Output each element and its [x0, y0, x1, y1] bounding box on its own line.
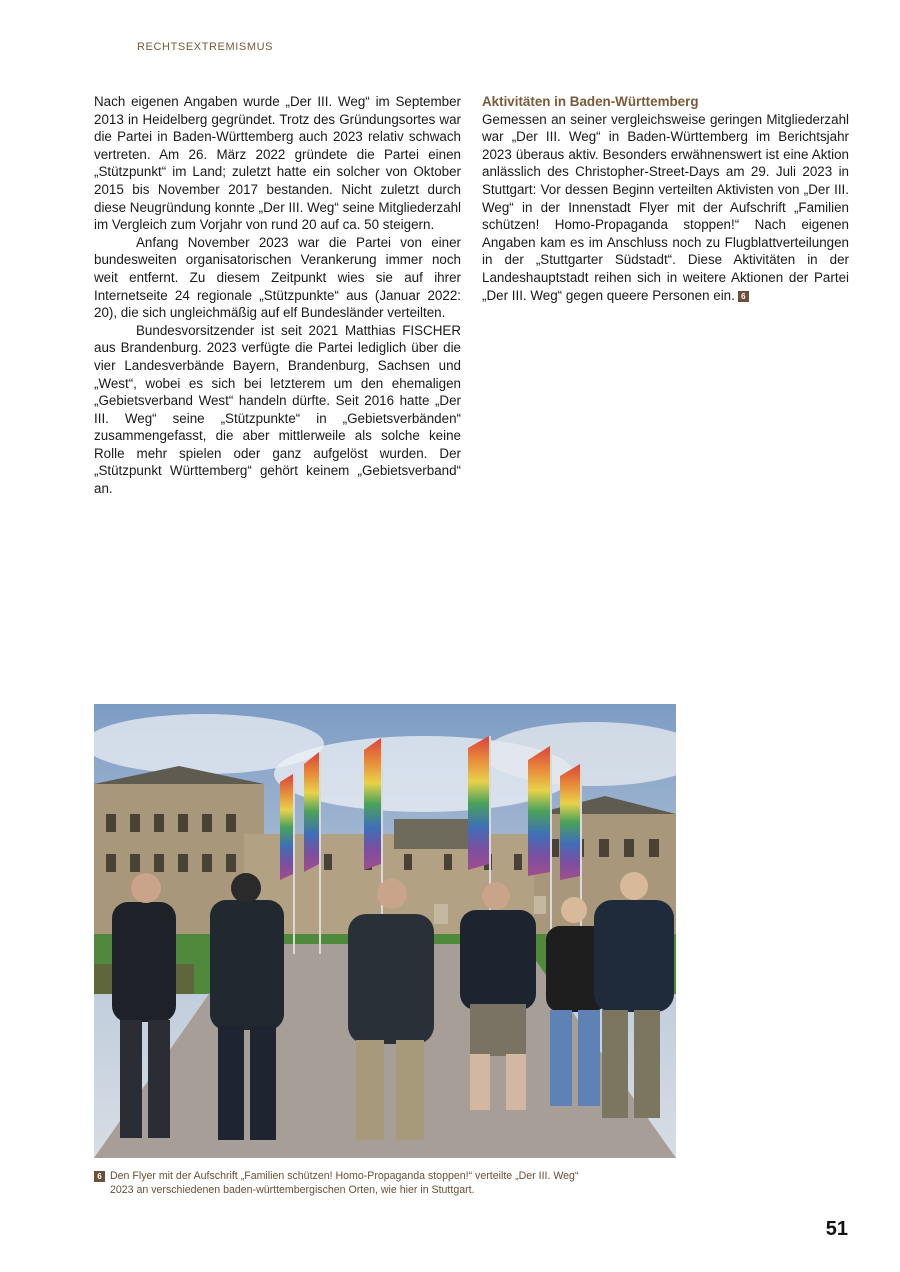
photo	[94, 704, 676, 1158]
figure-reference-badge: 6	[738, 291, 749, 302]
page-number: 51	[825, 1218, 848, 1240]
right-column	[482, 93, 849, 304]
paragraph: Anfang November 2023 war die Partei von einer bundesweiten organisatorischen Verankerung immer noch weit entfernt. Zu diesem Zeitpunkt wies sie auf ihrer Internetseite 24 regionale „Stützpunkte“ aus (Januar 2022: 20), die sich ungleichmäßig auf elf Bundesländer verteilten.	[94, 234, 461, 321]
left-column	[94, 93, 461, 498]
paragraph	[482, 111, 849, 305]
caption-line-2: 2023 an verschiedenen baden-württembergischen Orten, wie hier in Stuttgart.	[110, 1184, 475, 1196]
paragraph-text: Gemessen an seiner vergleichsweise geringen Mitgliederzahl war „Der III. Weg“ in Baden-Württemberg im Berichtsjahr 2023 überaus aktiv. Besonders erwähnenswert ist eine Aktion anlässlich des Christopher-Street-Days am 29. Juli 2023 in Stuttgart: Vor dessen Beginn verteilten Aktivisten von „Der III. Weg“ in der Innenstadt Flyer mit der Aufschrift „Familien schützen! Homo-Propaganda stoppen!“ Nach eigenen Angaben kam es im Anschluss noch zu Flugblattverteilungen in der „Stuttgarter Südstadt“. Diese Aktivitäten in der Landeshauptstadt reihen sich in weitere Aktionen der Partei „Der III. Weg“ gegen queere Personen ein.	[482, 111, 849, 303]
paragraph: Bundesvorsitzender ist seit 2021 Matthias FISCHER aus Brandenburg. 2023 verfügte die Partei lediglich über die vier Landesverbände Bayern, Brandenburg, Sachsen und „West“, wobei es sich bei letzterem um den ehemaligen „Gebietsverband West“ handeln dürfte. Seit 2016 hatte „Der III. Weg“ seine „Stützpunkte“ in „Gebietsverbänden“ zusammengefasst, die aber mittlerweile als solche keine Rolle mehr spielen oder ganz aufgelöst wurden. Der „Stützpunkt Württemberg“ gehört keinem „Gebietsverband“ an.	[94, 322, 461, 497]
running-head: RECHTSEXTREMISMUS	[137, 41, 274, 53]
paragraph: Nach eigenen Angaben wurde „Der III. Weg“ im September 2013 in Heidelberg gegründet. Trotz des Gründungsortes war die Partei in Baden-Württemberg auch 2023 relativ schwach vertreten. Am 26. März 2022 gründete die Partei einen „Stützpunkt“ im Land; zuletzt hatte ein solcher von Oktober 2015 bis November 2017 bestanden. Nicht zuletzt durch diese Neugründung konnte „Der III. Weg“ seine Mitgliederzahl im Vergleich zum Vorjahr von rund 20 auf ca. 50 steigern.	[94, 94, 461, 233]
caption-line-1: Den Flyer mit der Aufschrift „Familien schützen! Homo-Propaganda stoppen!“ verteilte „Der III. Weg“	[110, 1170, 579, 1182]
figure-number-badge: 6	[94, 1171, 105, 1182]
figure-caption	[94, 1169, 684, 1197]
section-heading: Aktivitäten in Baden-Württemberg	[482, 94, 699, 109]
